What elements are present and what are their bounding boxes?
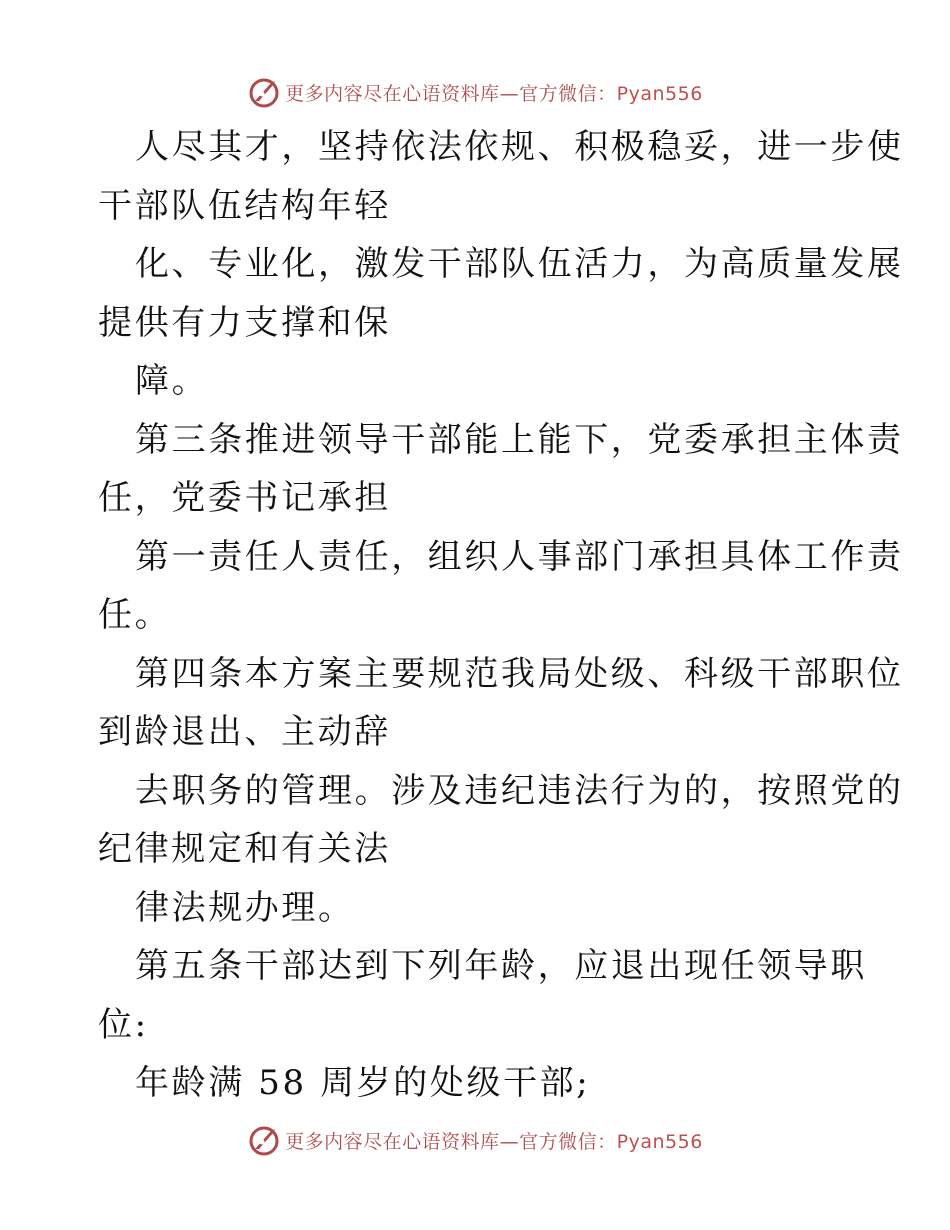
text-line: 提供有力支撑和保 <box>98 302 391 343</box>
watermark-text: 更多内容尽在心语资料库—官方微信：Pyan556 <box>285 82 703 105</box>
text-line: 律法规办理。 <box>135 887 355 928</box>
text-line: 第四条本方案主要规范我局处级、科级干部职位 <box>135 653 904 694</box>
footer-watermark <box>0 1120 950 1160</box>
watermark-text: 更多内容尽在心语资料库—官方微信：Pyan556 <box>285 1130 703 1153</box>
text-line: 位: <box>98 1004 149 1045</box>
text-line: 去职务的管理。涉及违纪违法行为的，按照党的 <box>135 770 904 811</box>
document-body <box>98 118 904 1113</box>
text-line: 第五条干部达到下列年龄，应退出现任领导职 <box>135 946 867 986</box>
quill-pen-logo-icon <box>247 1123 281 1157</box>
header-watermark <box>0 72 950 112</box>
text-line: 人尽其才，坚持依法依规、积极稳妥，进一步使 <box>135 127 904 167</box>
text-line: 年龄满 58 周岁的处级干部; <box>135 1063 591 1103</box>
text-line: 纪律规定和有关法 <box>98 829 391 869</box>
text-line: 第三条推进领导干部能上能下，党委承担主体责 <box>135 419 904 460</box>
text-line: 到龄退出、主动辞 <box>98 712 391 752</box>
text-line: 第一责任人责任，组织人事部门承担具体工作责 <box>135 536 904 577</box>
text-line: 化、专业化，激发干部队伍活力，为高质量发展 <box>135 244 904 284</box>
quill-pen-logo-icon <box>247 75 281 109</box>
text-line: 任。 <box>98 595 172 635</box>
text-line: 任，党委书记承担 <box>98 478 391 518</box>
text-line: 障。 <box>135 361 209 401</box>
text-line: 干部队伍结构年轻 <box>98 185 391 226</box>
